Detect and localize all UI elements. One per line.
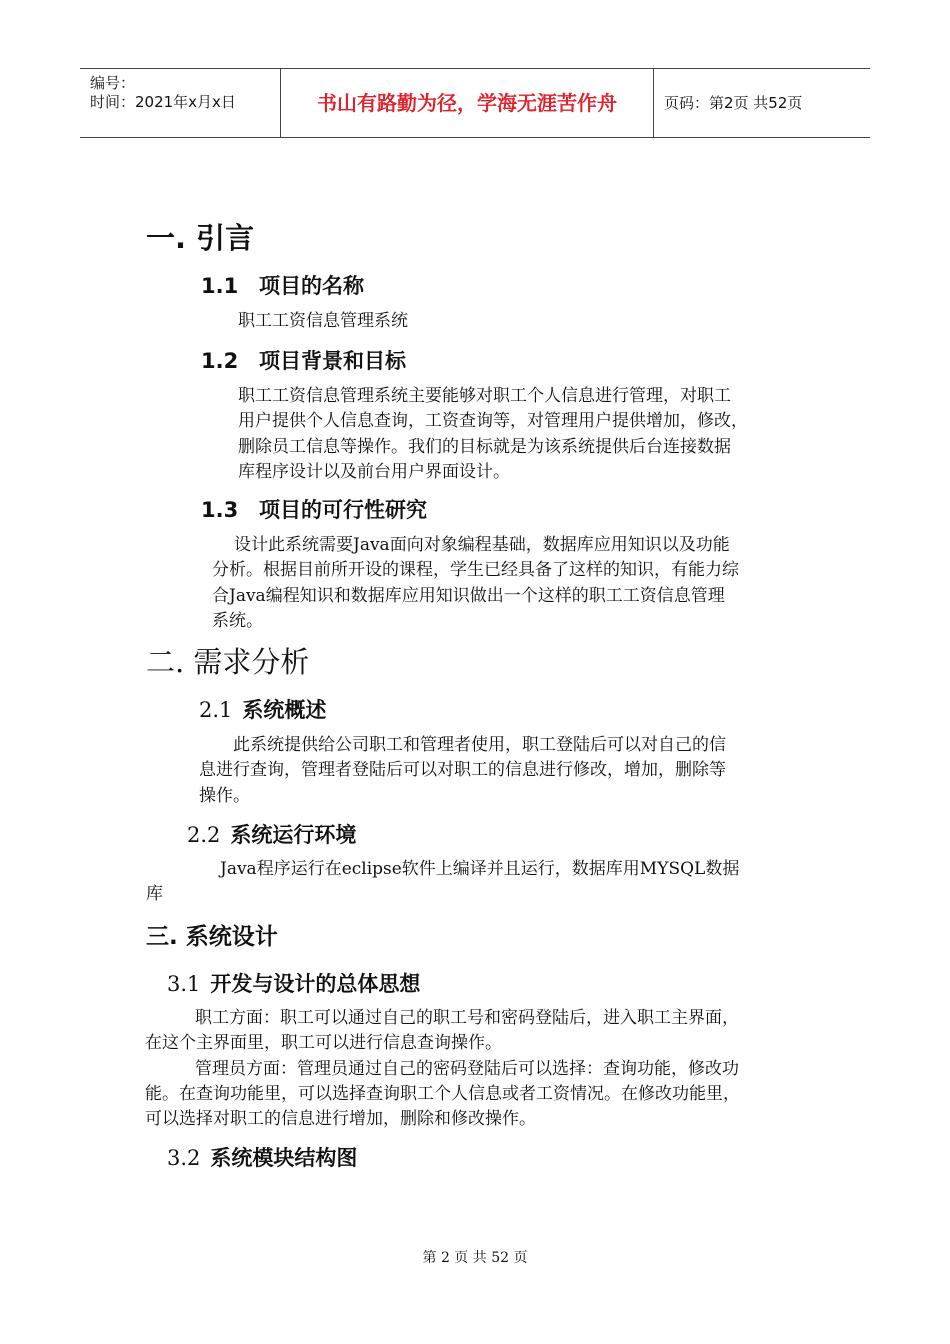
paragraph-line: 删除员工信息等操作。我们的目标就是为该系统提供后台连接数据 [238, 436, 731, 457]
section-1-2-body [238, 384, 748, 485]
paragraph-line: 库程序设计以及前台用户界面设计。 [238, 461, 510, 482]
paragraph-line: 操作。 [199, 785, 250, 806]
section-title: 项目的名称 [259, 274, 364, 298]
section-1-1-heading [201, 270, 364, 300]
section-number: 2.2 [187, 823, 221, 847]
paragraph-line: 职工方面：职工可以通过自己的职工号和密码登陆后，进入职工主界面， [195, 1008, 739, 1028]
section-number: 2.1 [199, 698, 233, 722]
section-1-title: 一. 引言 [146, 221, 255, 255]
date-label: 时间：2021年x月x日 [90, 93, 236, 111]
section-title: 开发与设计的总体思想 [210, 972, 421, 996]
paragraph-line: 息进行查询，管理者登陆后可以对职工的信息进行修改，增加，删除等 [199, 760, 726, 781]
section-number: 1.1 [201, 274, 239, 298]
paragraph-line: 系统。 [212, 610, 263, 631]
paragraph-line: 可以选择对职工的信息进行增加，删除和修改操作。 [145, 1109, 536, 1130]
section-3-1-heading [167, 968, 420, 998]
section-1-3-heading [201, 494, 427, 524]
header-meta-cell [80, 69, 281, 137]
section-number: 1.3 [201, 498, 239, 522]
section-2-2-heading [187, 819, 356, 849]
section-title: 系统运行环境 [230, 823, 357, 847]
section-2-1-body [199, 733, 726, 809]
header-page-info: 页码：第2页 共52页 [664, 94, 803, 112]
paragraph-line: 设计此系统需要Java面向对象编程基础，数据库应用知识以及功能 [234, 535, 730, 555]
section-3-2-heading [167, 1142, 357, 1172]
paragraph-line: 库 [146, 884, 163, 905]
section-3-title: 三. 系统设计 [146, 924, 278, 950]
section-title: 项目背景和目标 [259, 349, 406, 373]
section-title: 系统概述 [242, 698, 327, 722]
section-1-1-body: 职工工资信息管理系统 [238, 311, 408, 331]
page-header-table [80, 68, 870, 138]
paragraph-line: 用户提供个人信息查询，工资查询等，对管理用户提供增加，修改， [238, 411, 748, 432]
paragraph-line: 在这个主界面里，职工可以进行信息查询操作。 [145, 1033, 502, 1054]
section-1-2-heading [201, 345, 406, 375]
section-title: 项目的可行性研究 [259, 498, 427, 522]
header-motto: 书山有路勤为径，学海无涯苦作舟 [281, 69, 654, 137]
section-2-title: 二. 需求分析 [146, 645, 310, 679]
paragraph-line: 职工工资信息管理系统主要能够对职工个人信息进行管理，对职工 [238, 386, 731, 406]
section-1-3-body [212, 533, 739, 634]
paragraph-line: 合Java编程知识和数据库应用知识做出一个这样的职工工资信息管理 [212, 585, 725, 606]
section-3-1-body [145, 1006, 740, 1132]
section-2-1-heading [199, 694, 326, 724]
section-number: 1.2 [201, 349, 239, 373]
section-number: 3.2 [167, 1146, 201, 1170]
paragraph-line: 能。在查询功能里，可以选择查询职工个人信息或者工资情况。在修改功能里， [145, 1083, 740, 1104]
paragraph-line: 分析。根据目前所开设的课程，学生已经具备了这样的知识，有能力综 [212, 560, 739, 581]
page-footer: 第 2 页 共 52 页 [422, 1250, 528, 1266]
section-number: 3.1 [167, 972, 201, 996]
section-2-2-body [146, 857, 739, 908]
section-title: 系统模块结构图 [210, 1146, 358, 1170]
paragraph-line: 此系统提供给公司职工和管理者使用，职工登陆后可以对自己的信 [233, 735, 726, 755]
paragraph-line: 管理员方面：管理员通过自己的密码登陆后可以选择：查询功能，修改功 [195, 1058, 739, 1079]
number-label: 编号： [90, 74, 136, 92]
paragraph-line: Java程序运行在eclipse软件上编译并且运行，数据库用MYSQL数据 [220, 859, 740, 879]
